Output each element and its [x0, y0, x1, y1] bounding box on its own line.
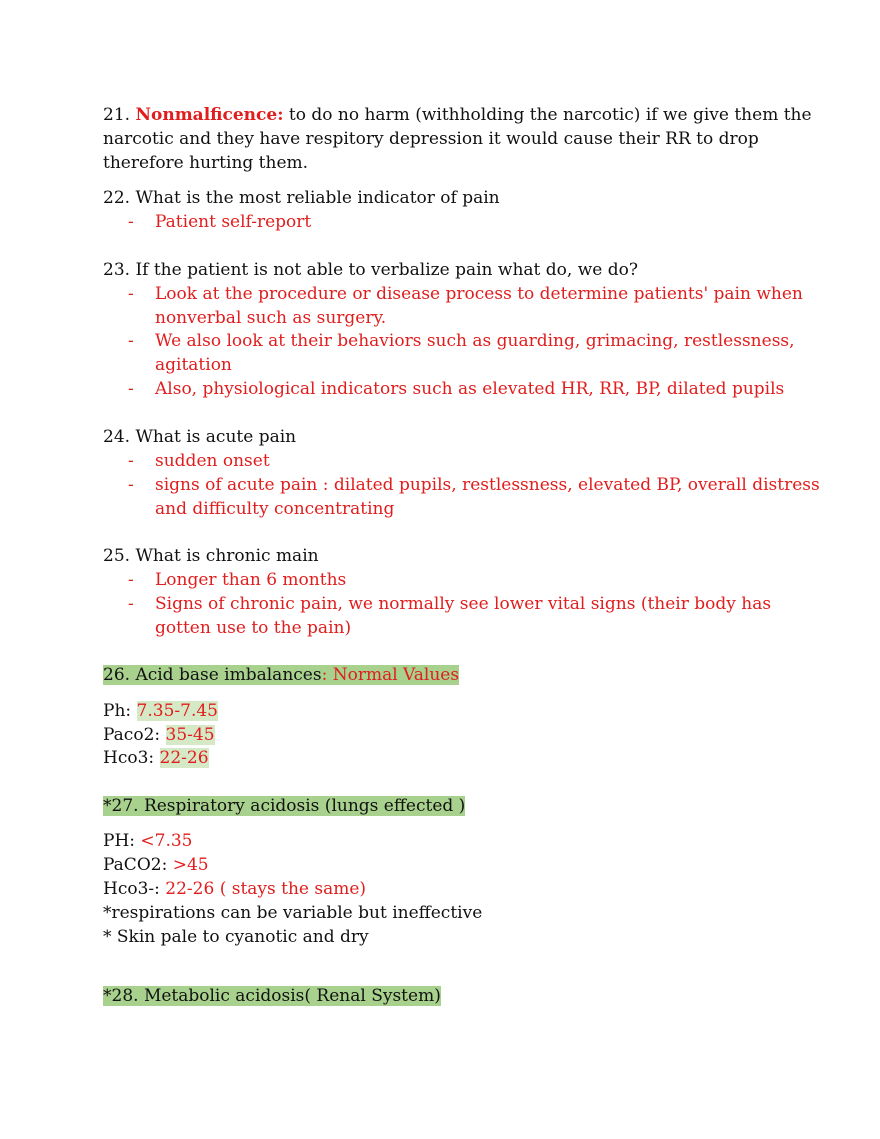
- row-value: 7.35-7.45: [136, 701, 218, 721]
- bullet-dash: -: [128, 475, 134, 495]
- bullet-dash: -: [128, 331, 134, 351]
- q27-row-hco3: [103, 877, 366, 901]
- q27-note-2: * Skin pale to cyanotic and dry: [103, 927, 369, 947]
- q24-question: 24. What is acute pain: [103, 427, 297, 447]
- q28-heading: *28. Metabolic acidosis( Renal System): [103, 986, 441, 1006]
- q21-line-1: [103, 103, 812, 127]
- bullet-dash: -: [128, 212, 134, 232]
- q23-answer-1-line-2: nonverbal such as surgery.: [155, 308, 387, 328]
- q26-row-hco3: [103, 746, 209, 770]
- row-label: Paco2:: [103, 725, 166, 745]
- q21-term: Nonmalficence:: [135, 105, 284, 125]
- q25-answer-2-line-2: gotten use to the pain): [155, 618, 352, 638]
- q21-line-2: narcotic and they have respitory depression it would cause their RR to drop: [103, 129, 759, 149]
- row-label: Ph:: [103, 701, 137, 721]
- row-label: PH:: [103, 831, 141, 851]
- q25-answer-1: Longer than 6 months: [155, 570, 347, 590]
- q23-answer-1-line-1: Look at the procedure or disease process to determine patients' pain when: [155, 284, 803, 304]
- q21-line-3: therefore hurting them.: [103, 153, 309, 173]
- row-value: >45: [172, 855, 209, 875]
- row-value: 22-26: [159, 748, 209, 768]
- q27-heading: *27. Respiratory acidosis (lungs effected ): [103, 796, 466, 816]
- q21-text-1: to do no harm (withholding the narcotic) if we give them the: [283, 105, 812, 125]
- bullet-dash: -: [128, 284, 134, 304]
- q23-question: 23. If the patient is not able to verbalize pain what do, we do?: [103, 260, 638, 280]
- q25-question: 25. What is chronic main: [103, 546, 319, 566]
- q27-note-1: *respirations can be variable but ineffective: [103, 903, 483, 923]
- q28-heading-line: [103, 984, 441, 1008]
- q22-question: 22. What is the most reliable indicator of pain: [103, 188, 500, 208]
- q24-answer-2-line-1: signs of acute pain : dilated pupils, restlessness, elevated BP, overall distress: [155, 475, 820, 495]
- q26-row-ph: [103, 699, 218, 723]
- row-value: 35-45: [165, 725, 215, 745]
- q24-answer-1: sudden onset: [155, 451, 270, 471]
- q23-answer-2-line-2: agitation: [155, 355, 232, 375]
- q26-row-paco2: [103, 723, 215, 747]
- q24-answer-2-line-2: and difficulty concentrating: [155, 499, 395, 519]
- q21-number: 21.: [103, 105, 131, 125]
- row-value: <7.35: [140, 831, 193, 851]
- bullet-dash: -: [128, 451, 134, 471]
- q26-heading: 26. Acid base imbalances: [103, 665, 322, 685]
- q22-answer-1: Patient self-report: [155, 212, 312, 232]
- bullet-dash: -: [128, 594, 134, 614]
- row-value: 22-26 ( stays the same): [165, 879, 367, 899]
- bullet-dash: -: [128, 570, 134, 590]
- q26-heading-line: [103, 663, 459, 687]
- q27-heading-line: [103, 794, 465, 818]
- q23-answer-2-line-1: We also look at their behaviors such as guarding, grimacing, restlessness,: [155, 331, 795, 351]
- q27-row-paco2: [103, 853, 209, 877]
- row-label: Hco3:: [103, 748, 160, 768]
- row-label: PaCO2:: [103, 855, 173, 875]
- q23-answer-3: Also, physiological indicators such as elevated HR, RR, BP, dilated pupils: [155, 379, 785, 399]
- bullet-dash: -: [128, 379, 134, 399]
- q26-heading-suffix: : Normal Values: [321, 665, 460, 685]
- q27-row-ph: [103, 829, 193, 853]
- row-label: Hco3-:: [103, 879, 166, 899]
- q25-answer-2-line-1: Signs of chronic pain, we normally see lower vital signs (their body has: [155, 594, 772, 614]
